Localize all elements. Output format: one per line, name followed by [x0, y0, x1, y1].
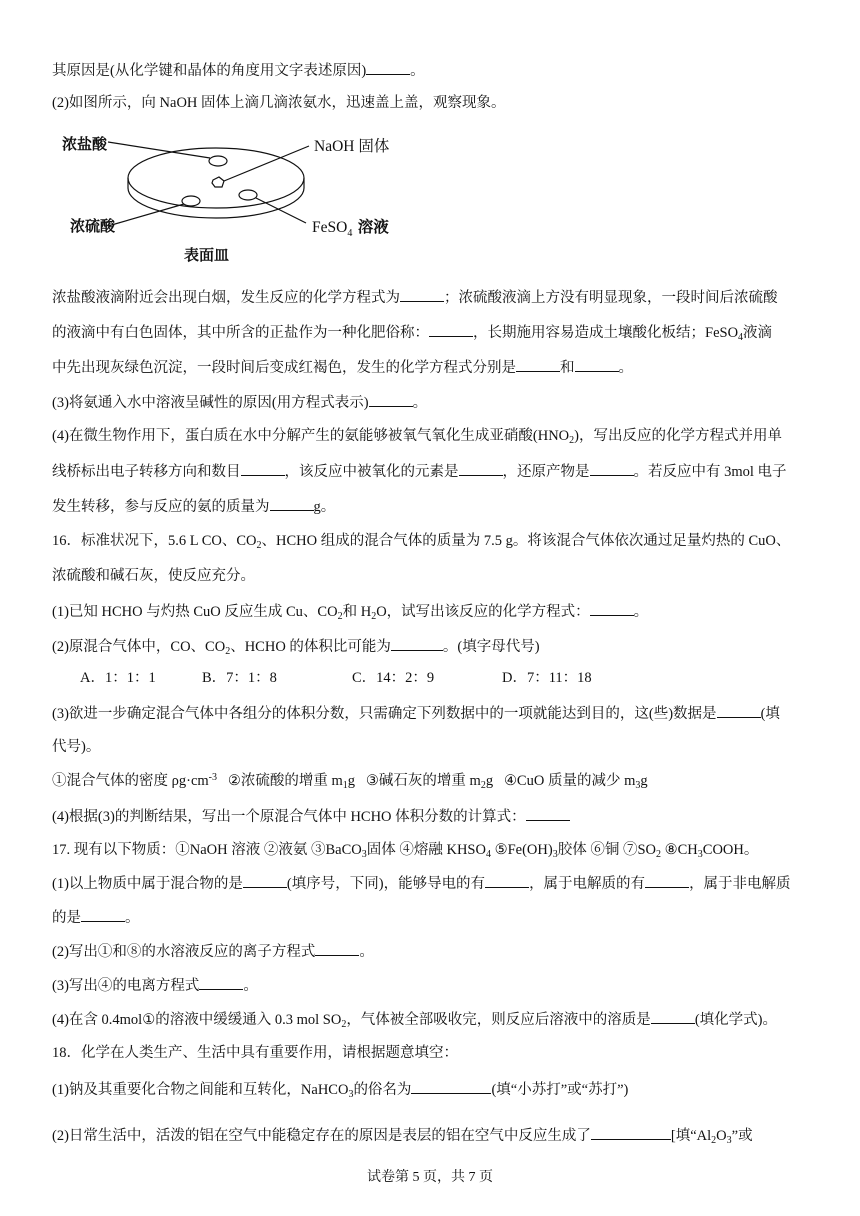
text-line: 代号)。 [52, 739, 101, 755]
answer-blank[interactable] [411, 1079, 491, 1094]
text: (2)如图所示，向 NaOH 固体上滴几滴浓氨水，迅速盖上盖，观察现象。 [52, 95, 506, 111]
answer-blank[interactable] [590, 601, 634, 616]
answer-blank[interactable] [315, 941, 359, 956]
label-h2so4: 浓硫酸 [70, 217, 116, 235]
label-dish: 表面皿 [184, 246, 230, 264]
label-hcl: 浓盐酸 [62, 135, 108, 153]
page-footer: 试卷第 5 页，共 7 页 [367, 1170, 493, 1185]
leader-h2so4 [108, 204, 184, 226]
leader-naoh [224, 146, 309, 181]
question-16: 16．标准状况下，5.6 L CO、$CO_2$、HCHO 组成的混合气体的质量为 7.5 g。将该混合气体依次通过足量灼热的 CuO、 [52, 533, 791, 551]
text-line: 浓盐酸液滴附近会出现白烟，发生反应的化学方程式为 ；浓硫酸液滴上方没有明显现象，一段时间后浓硫酸 [52, 287, 778, 308]
text-line: 浓硫酸和碱石灰，使反应充分。 [52, 568, 255, 584]
answer-blank[interactable] [485, 873, 529, 888]
option-c[interactable]: C．14：2：9 [352, 670, 435, 686]
answer-blank[interactable] [369, 392, 413, 407]
text-line: (4)在微生物作用下，蛋白质在水中分解产生的氨能够被氧气氧化生成亚硝酸$(HNO_2)$，写出反应的化学方程式并用单 [52, 428, 782, 446]
answer-blank[interactable] [575, 357, 619, 372]
text-line: (3)欲进一步确定混合气体中各组分的体积分数，只需确定下列数据中的一项就能达到目的，这(些)数据是 (填 [52, 703, 780, 724]
text-line: (2)日常生活中，活泼的铝在空气中能稳定存在的原因是表层的铝在空气中反应生成了 [填“$Al_2O_3$”或 [52, 1125, 753, 1146]
watch-glass-diagram [56, 128, 416, 268]
text: 。 [410, 63, 425, 79]
answer-blank[interactable] [243, 873, 287, 888]
text-line: ①混合气体的密度 $\rho g\cdot cm^{-3}$ ②浓硫酸的增重 $m_1g$ ③碱石灰的增重 $m_2g$ ④CuO 质量的减少 $m_3g$ [52, 772, 648, 791]
option-d[interactable]: D．7：11：18 [502, 670, 592, 686]
text-line: (3)写出④的电离方程式 。 [52, 975, 258, 996]
answer-blank[interactable] [516, 357, 560, 372]
answer-blank[interactable] [391, 636, 443, 651]
answer-blank[interactable] [645, 873, 689, 888]
text-line: 的液滴中有白色固体，其中所含的正盐作为一种化肥俗称： ，长期施用容易造成土壤酸化板结；FeSO$_4$液滴 [52, 322, 772, 343]
answer-blank[interactable] [270, 496, 314, 511]
answer-blank[interactable] [241, 461, 285, 476]
question-17: 17. 现有以下物质：①NaOH 溶液 ②液氨 ③BaCO$_3$固体 ④熔融 $KHSO_4$ $⑤Fe(OH)_3$胶体 ⑥铜 $⑦SO_2$ $⑧CH_3COOH$。 [52, 842, 759, 860]
text-line: (1)已知 HCHO 与灼热 CuO 反应生成 Cu、$CO_2$和 $H_2O$，试写出该反应的化学方程式： 。 [52, 601, 648, 622]
answer-blank[interactable] [459, 461, 503, 476]
answer-blank[interactable] [400, 287, 444, 302]
option-a[interactable]: A．1：1：1 [80, 670, 156, 686]
answer-blank[interactable] [81, 907, 125, 922]
text-line: 发生转移，参与反应的氨的质量为 g。 [52, 496, 335, 517]
options-row [80, 668, 592, 688]
answer-blank[interactable] [526, 806, 570, 821]
text-line: (4)根据(3)的判断结果，写出一个原混合气体中 HCHO 体积分数的计算式： [52, 806, 570, 827]
drop-feso4 [239, 190, 257, 200]
question-18: 18．化学在人类生产、生活中具有重要作用，请根据题意填空： [52, 1045, 458, 1061]
text-line: 的是 。 [52, 907, 140, 928]
answer-blank[interactable] [366, 60, 410, 75]
answer-blank[interactable] [199, 975, 243, 990]
text: 其原因是(从化学键和晶体的角度用文字表述原因) [52, 63, 367, 79]
answer-blank[interactable] [651, 1009, 695, 1024]
leader-feso4 [256, 198, 306, 223]
text-line [52, 60, 425, 81]
label-feso4: FeSO$_4$ 溶液 [312, 218, 389, 239]
text-line: (3)将氨通入水中溶液呈碱性的原因(用方程式表示) 。 [52, 392, 427, 413]
answer-blank[interactable] [590, 461, 634, 476]
naoh-solid [212, 177, 224, 187]
text-line: (4)在含 0.4mol①的溶液中缓缓通入 0.3 mol $SO_2$，气体被全部吸收完，则反应后溶液中的溶质是 (填化学式)。 [52, 1009, 777, 1030]
text-line: (1)钠及其重要化合物之间能和互转化，NaHCO$_3$的俗名为 (填“小苏打”或“苏打”) [52, 1079, 628, 1100]
label-naoh: NaOH 固体 [314, 138, 390, 155]
drop-hcl [209, 156, 227, 166]
text-line: 线桥标出电子转移方向和数目 ，该反应中被氧化的元素是 ，还原产物是 。若反应中有 3mol 电子 [52, 461, 787, 482]
answer-blank[interactable] [717, 703, 761, 718]
answer-blank[interactable] [429, 322, 473, 337]
text-line: (2)原混合气体中，CO、$CO_2$、HCHO 的体积比可能为 。(填字母代号) [52, 636, 540, 657]
answer-blank[interactable] [591, 1125, 671, 1140]
text-line: 中先出现灰绿色沉淀，一段时间后变成红褐色，发生的化学方程式分别是 和 。 [52, 357, 633, 378]
text-line: (2)写出①和⑧的水溶液反应的离子方程式 。 [52, 941, 374, 962]
text-line: (1)以上物质中属于混合物的是 (填序号，下同)，能够导电的有 ，属于电解质的有 ，属于非电解质 [52, 873, 791, 894]
text-line [52, 93, 506, 113]
drop-h2so4 [182, 196, 200, 206]
option-b[interactable]: B．7：1：8 [202, 670, 277, 686]
